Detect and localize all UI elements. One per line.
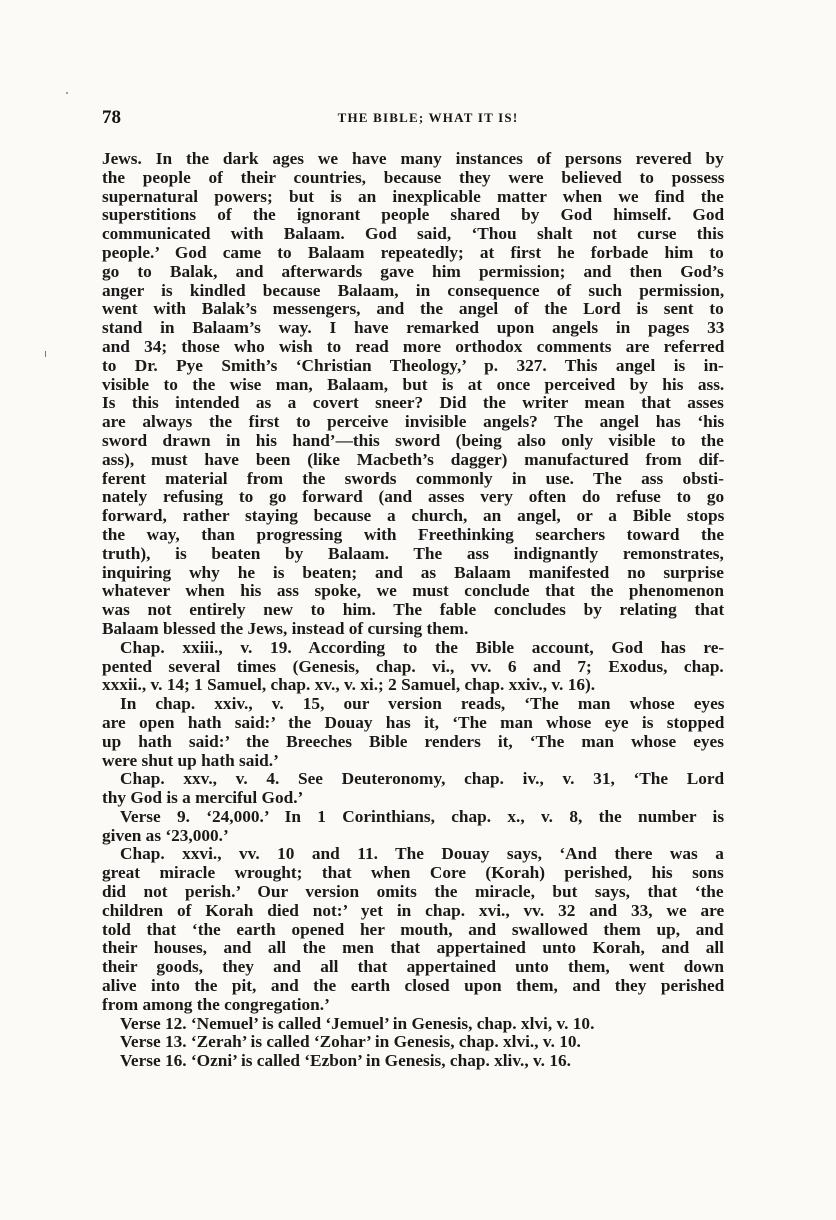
page-header [102, 107, 724, 133]
text-line: Chap. xxvi., vv. 10 and 11. The Douay says, ‘And there was a [120, 844, 724, 864]
text-line: superstitions of the ignorant people shared by God himself. God [102, 205, 725, 225]
text-line: xxxii., v. 14; 1 Samuel, chap. xv., v. xi.; 2 Samuel, chap. xxiv., v. 16). [102, 675, 596, 695]
text-line: nately refusing to go forward (and asses very often do refuse to go [102, 487, 725, 507]
page-number: 78 [102, 107, 121, 128]
body-text [102, 150, 724, 1071]
paragraph-chap-xxv [102, 770, 724, 808]
text-line: was not entirely new to him. The fable concludes by relating that [102, 600, 725, 620]
text-line: their goods, they and all that appertained unto them, went down [102, 957, 725, 977]
text-line: from among the congregation.’ [102, 994, 330, 1014]
text-line: Verse 12. ‘Nemuel’ is called ‘Jemuel’ in Genesis, chap. xlvi, v. 10. [120, 1013, 595, 1033]
text-line: visible to the wise man, Balaam, but is at once perceived by his ass. [102, 374, 725, 394]
text-line: and 34; those who wish to read more orthodox comments are referred [102, 336, 725, 356]
paragraph-verse-16 [102, 1052, 724, 1071]
text-line: inquiring why he is beaten; and as Balaam manifested no surprise [102, 562, 724, 582]
print-speck [66, 92, 68, 94]
text-line: stand in Balaam’s way. I have remarked upon angels in pages 33 [102, 318, 725, 338]
text-line: Verse 13. ‘Zerah’ is called ‘Zohar’ in Genesis, chap. xlvi., v. 10. [120, 1032, 581, 1052]
text-line: the way, than progressing with Freethinking searchers toward the [102, 524, 725, 544]
text-line: supernatural powers; but is an inexplicable matter when we find the [102, 186, 724, 206]
text-line: Chap. xxv., v. 4. See Deuteronomy, chap. iv., v. 31, ‘The Lord [120, 769, 725, 789]
paragraph-verse-12 [102, 1015, 724, 1034]
running-head: THE BIBLE; WHAT IT IS! [337, 110, 519, 125]
text-line: Balaam blessed the Jews, instead of cursing them. [102, 618, 469, 638]
text-line: went with Balak’s messengers, and the angel of the Lord is sent to [102, 299, 724, 319]
paragraph-verse-9 [102, 808, 724, 846]
text-line: go to Balak, and afterwards gave him permission; and then God’s [102, 261, 724, 281]
text-line: great miracle wrought; that when Core (Korah) perished, his sons [102, 863, 724, 883]
text-line: forward, rather staying because a church, an angel, or a Bible stops [102, 506, 725, 526]
text-line: whatever when his ass spoke, we must conclude that the phenomenon [102, 581, 724, 601]
text-line: alive into the pit, and the earth closed upon them, and they perished [102, 976, 725, 996]
paragraph-chap-xxvi [102, 845, 724, 1014]
text-line: told that ‘the earth opened her mouth, and swallowed them up, and [102, 919, 724, 939]
paragraph-verse-13 [102, 1033, 724, 1052]
text-line: people.’ God came to Balaam repeatedly; at first he forbade him to [102, 242, 724, 262]
text-line: are always the first to perceive invisible angels? The angel has ‘his [102, 412, 725, 432]
text-line: communicated with Balaam. God said, ‘Thou shalt not curse this [102, 224, 724, 244]
text-line: to Dr. Pye Smith’s ‘Christian Theology,’ p. 327. This angel is in- [102, 355, 724, 375]
text-line: thy God is a merciful God.’ [102, 788, 304, 808]
text-line: children of Korah died not:’ yet in chap. xvi., vv. 32 and 33, we are [102, 900, 725, 920]
text-line: up hath said:’ the Breeches Bible renders it, ‘The man whose eyes [102, 731, 724, 751]
text-line: pented several times (Genesis, chap. vi., vv. 6 and 7; Exodus, chap. [102, 656, 724, 676]
text-line: are open hath said:’ the Douay has it, ‘The man whose eye is stopped [102, 712, 725, 732]
text-line: were shut up hath said.’ [102, 750, 279, 770]
text-line: Verse 9. ‘24,000.’ In 1 Corinthians, chap. x., v. 8, the number is [120, 806, 725, 826]
text-line: ass), must have been (like Macbeth’s dagger) manufactured from dif- [102, 449, 725, 469]
margin-mark [45, 351, 46, 357]
text-line: given as ‘23,000.’ [102, 825, 229, 845]
text-line: Is this intended as a covert sneer? Did the writer mean that asses [102, 393, 724, 413]
text-line: anger is kindled because Balaam, in consequence of such permission, [102, 280, 725, 300]
text-line: Jews. In the dark ages we have many instances of persons revered by [102, 149, 724, 168]
text-line: their houses, and all the men that appertained unto Korah, and all [102, 938, 724, 958]
paragraph-chap-xxiv [102, 695, 724, 770]
text-line: Verse 16. ‘Ozni’ is called ‘Ezbon’ in Genesis, chap. xliv., v. 16. [120, 1051, 571, 1071]
paragraph-chap-xxiii [102, 639, 724, 695]
text-line: truth), is beaten by Balaam. The ass indignantly remonstrates, [102, 543, 724, 563]
text-line: did not perish.’ Our version omits the miracle, but says, that ‘the [102, 882, 724, 902]
text-line: the people of their countries, because they were believed to possess [102, 167, 725, 187]
text-line: sword drawn in his hand’—this sword (being also only visible to the [102, 430, 724, 450]
text-line: In chap. xxiv., v. 15, our version reads, ‘The man whose eyes [120, 694, 725, 714]
text-line: ferent material from the swords commonly in use. The ass obsti- [102, 468, 724, 488]
text-line: Chap. xxiii., v. 19. According to the Bible account, God has re- [120, 637, 725, 657]
paragraph-balaam [102, 150, 724, 639]
